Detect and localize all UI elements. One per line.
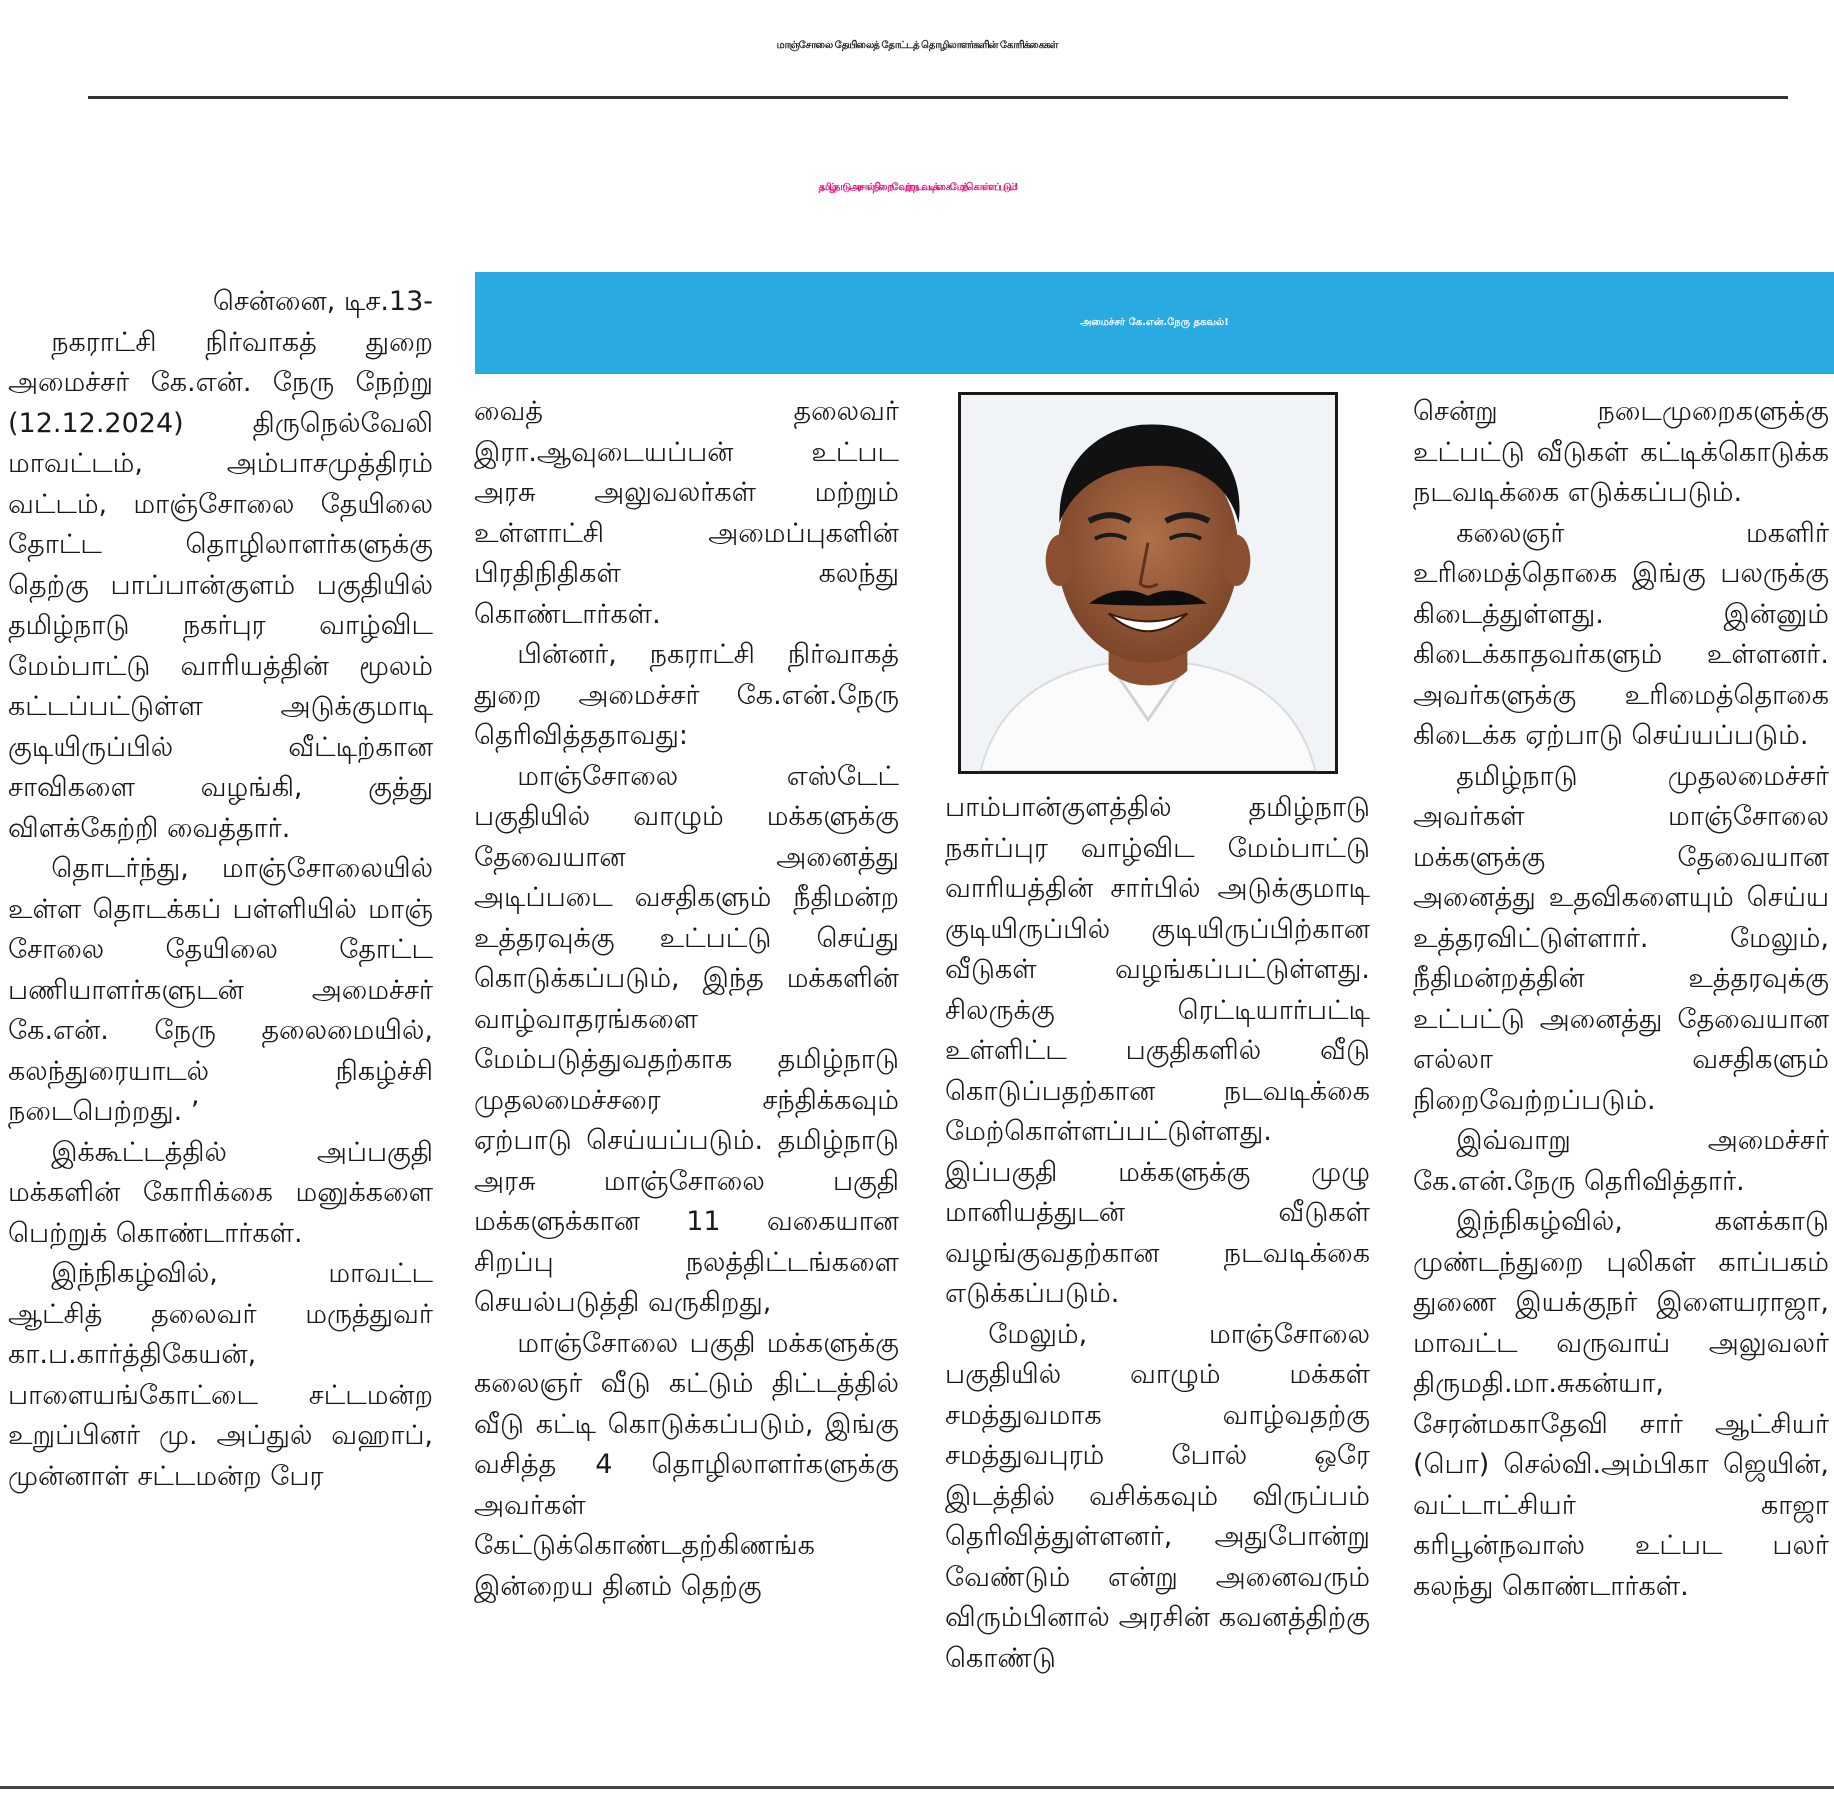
main-headline: தமிழ்நாடு அரசால் நிறைவேற்ற நடவடிக்கை மேற்கொள்ளப்படும்! [818,182,1016,193]
paragraph: இந்நிகழ்வில், மாவட்ட ஆட்சித் தலைவர் மருத்துவர் கா.ப.கார்த்திகேயன், பாளையங்கோட்டை சட்டமன்ற உறுப்பினர் மு. அப்துல் வஹாப், முன்னாள் சட்டமன்ற பேர [8,1258,433,1492]
paragraph: மாஞ்சோலை எஸ்டேட் பகுதியில் வாழும் மக்களுக்கு தேவையான அனைத்து அடிப்படை வசதிகளும் நீதிமன்ற உத்தரவுக்கு உட்பட்டு செய்து கொடுக்கப்படும், இந்த மக்களின் வாழ்வாதரங்களை மேம்படுத்துவதற்காக தமிழ்நாடு முதலமைச்சரை சந்திக்கவும் ஏற்பாடு செய்யப்படும். தமிழ்நாடு அரசு மாஞ்சோலை பகுதி மக்களுக்கான 11 வகையான சிறப்பு நலத்திட்டங்களை செயல்படுத்தி வருகிறது, [474,760,899,1318]
top-divider [88,96,1788,99]
paragraph: தமிழ்நாடு முதலமைச்சர் அவர்கள் மாஞ்சோலை மக்களுக்கு தேவையான அனைத்து உதவிகளையும் செய்ய உத்தரவிட்டுள்ளார். மேலும், நீதிமன்றத்தின் உத்தரவுக்கு உட்பட்டு அனைத்து தேவையான எல்லா வசதிகளும் நிறைவேற்றப்படும். [1413,760,1829,1116]
portrait-image [961,395,1335,771]
paragraph: மேலும், மாஞ்சோலை பகுதியில் வாழும் மக்கள் சமத்துவமாக வாழ்வதற்கு சமத்துவபுரம் போல் ஒரே இடத்தில் வசிக்கவும் விருப்பம் தெரிவித்துள்ளனர், அதுபோன்று வேண்டும் என்று அனைவரும் விரும்பினால் அரசின் கவனத்திற்கு கொண்டு [945,1318,1370,1674]
paragraph: மாஞ்சோலை பகுதி மக்களுக்கு கலைஞர் வீடு கட்டும் திட்டத்தில் வீடு கட்டி கொடுக்கப்படும், இங்கு வசித்த 4 தொழிலாளர்களுக்கு அவர்கள் கேட்டுக்கொண்டதற்கிணங்க இன்றைய தினம் தெற்கு [474,1327,899,1602]
paragraph: சென்று நடைமுறைகளுக்கு உட்பட்டு வீடுகள் கட்டிக்கொடுக்க நடவடிக்கை எடுக்கப்படும். [1413,396,1829,508]
article-column-3 [945,788,1370,1679]
paragraph: நகராட்சி நிர்வாகத் துறை அமைச்சர் கே.என். நேரு நேற்று (12.12.2024) திருநெல்வேலி மாவட்டம், அம்பாசமுத்திரம் வட்டம், மாஞ்சோலை தேயிலை தோட்ட தொழிலாளர்களுக்கு தெற்கு பாப்பான்குளம் பகுதியில் தமிழ்நாடு நகர்புர வாழ்விட மேம்பாட்டு வாரியத்தின் மூலம் கட்டப்பட்டுள்ள அடுக்குமாடி குடியிருப்பில் வீட்டிற்கான சாவிகளை வழங்கி, குத்து விளக்கேற்றி வைத்தார். [8,326,433,844]
paragraph: இந்நிகழ்வில், களக்காடு முண்டந்துறை புலிகள் காப்பகம் துணை இயக்குநர் இளையராஜா, மாவட்ட வருவாய் அலுவலர் திருமதி.மா.சுகன்யா, சேரன்மகாதேவி சார் ஆட்சியர் (பொ) செல்வி.அம்பிகா ஜெயின், வட்டாட்சியர் காஜா கரிபூன்நவாஸ் உட்பட பலர் கலந்து கொண்டார்கள். [1413,1206,1829,1602]
paragraph: இவ்வாறு அமைச்சர் கே.என்.நேரு தெரிவித்தார். [1413,1125,1829,1197]
article-column-4 [1413,392,1829,1607]
paragraph: இக்கூட்டத்தில் அப்பகுதி மக்களின் கோரிக்கை மனுக்களை பெற்றுக் கொண்டார்கள். [8,1136,433,1249]
bottom-divider [0,1786,1834,1789]
subheadline-text: அமைச்சர் கே.என்.நேரு தகவல்! [1080,317,1229,328]
article-column-2 [474,392,899,1607]
paragraph: கலைஞர் மகளிர் உரிமைத்தொகை இங்கு பலருக்கு கிடைத்துள்ளது. இன்னும் கிடைக்காதவர்களும் உள்ளனர். அவர்களுக்கு உரிமைத்தொகை கிடைக்க ஏற்பாடு செய்யப்படும். [1413,517,1829,751]
paragraph: தொடர்ந்து, மாஞ்சோலையில் உள்ள தொடக்கப் பள்ளியில் மாஞ் சோலை தேயிலை தோட்ட பணியாளர்களுடன் அமைச்சர் கே.என். நேரு தலைமையில், கலந்துரையாடல் நிகழ்ச்சி நடைபெற்றது. ’ [8,853,433,1127]
dateline: சென்னை, டிச.13- [212,286,433,317]
article-column-1 [8,282,433,1497]
subheadline-banner [475,272,1834,374]
kicker-headline: மாஞ்சோலை தேயிலைத் தோட்டத் தொழிலாளர்களின் கோரிக்கைகள் [776,40,1058,51]
paragraph: வைத் தலைவர் இரா.ஆவுடையப்பன் உட்பட அரசு அலுவலர்கள் மற்றும் உள்ளாட்சி அமைப்புகளின் பிரதிநிதிகள் கலந்து கொண்டார்கள். [474,396,899,630]
paragraph: பாம்பான்குளத்தில் தமிழ்நாடு நகர்ப்புர வாழ்விட மேம்பாட்டு வாரியத்தின் சார்பில் அடுக்குமாடி குடியிருப்பில் குடியிருப்பிற்கான வீடுகள் வழங்கப்பட்டுள்ளது. சிலருக்கு ரெட்டியார்பட்டி உள்ளிட்ட பகுதிகளில் வீடு கொடுப்பதற்கான நடவடிக்கை மேற்கொள்ளப்பட்டுள்ளது. இப்பகுதி மக்களுக்கு முழு மானியத்துடன் வீடுகள் வழங்குவதற்கான நடவடிக்கை எடுக்கப்படும். [945,792,1370,1309]
minister-photo [958,392,1338,774]
paragraph: பின்னர், நகராட்சி நிர்வாகத் துறை அமைச்சர் கே.என்.நேரு தெரிவித்ததாவது: [474,639,899,751]
